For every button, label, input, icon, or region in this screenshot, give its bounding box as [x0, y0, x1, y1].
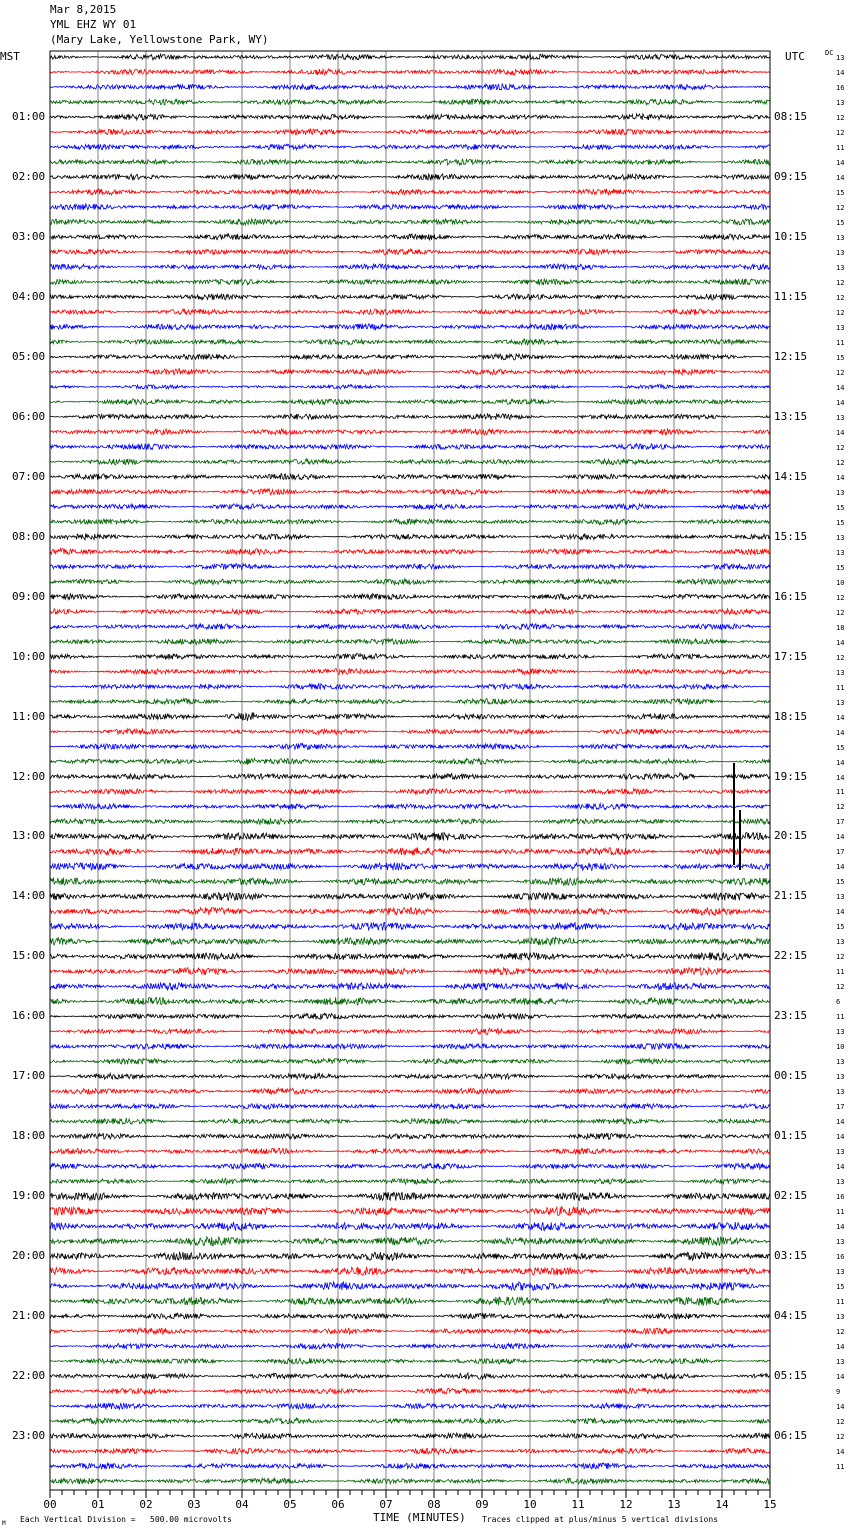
seismic-trace — [50, 1358, 770, 1364]
dc-offset-label: 11 — [836, 143, 845, 152]
seismic-trace — [50, 1192, 770, 1200]
right-timezone-label: UTC — [785, 50, 805, 63]
dc-offset-label: 12 — [836, 128, 845, 137]
seismic-trace — [50, 579, 770, 585]
dc-offset-label: 15 — [836, 188, 845, 197]
dc-offset-label: 14 — [836, 398, 845, 407]
seismic-trace — [50, 324, 770, 330]
seismic-trace — [50, 474, 770, 480]
dc-offset-label: 14 — [836, 1448, 845, 1457]
right-hour-label: 01:15 — [774, 1129, 808, 1143]
x-tick-label: 00 — [43, 1498, 57, 1511]
right-hour-label: 13:15 — [774, 409, 808, 423]
x-tick-label: 09 — [475, 1498, 489, 1511]
x-tick-label: 14 — [715, 1498, 729, 1511]
dc-offset-label: 16 — [836, 83, 845, 92]
right-hour-label: 09:15 — [774, 169, 808, 183]
right-hour-label: 06:15 — [774, 1429, 808, 1443]
scale-note: Each Vertical Division = 500.00 microvolts — [20, 1515, 232, 1524]
seismic-trace — [50, 564, 770, 570]
seismic-trace — [50, 1267, 770, 1276]
x-tick-label: 07 — [379, 1498, 393, 1511]
dc-offset-label: 14 — [836, 1118, 845, 1127]
dc-offset-label: 13 — [836, 1238, 845, 1247]
seismic-trace — [50, 399, 770, 405]
left-hour-label: 23:00 — [12, 1429, 46, 1443]
dc-offset-label: 12 — [836, 278, 845, 287]
x-tick-label: 10 — [523, 1498, 537, 1511]
dc-offset-label: 13 — [836, 1178, 845, 1187]
seismic-trace — [50, 144, 770, 150]
seismic-trace — [50, 1313, 770, 1319]
seismic-trace — [50, 1163, 770, 1169]
seismic-trace — [50, 997, 770, 1005]
seismic-trace — [50, 444, 770, 450]
seismic-trace — [50, 69, 770, 75]
left-hour-label: 06:00 — [12, 409, 46, 423]
dc-offset-label: 14 — [836, 173, 845, 182]
seismic-trace — [50, 534, 770, 540]
left-hour-label: 10:00 — [12, 649, 46, 663]
left-hour-label: 01:00 — [12, 109, 46, 123]
seismic-trace — [50, 429, 770, 435]
seismic-trace — [50, 832, 770, 840]
dc-offset-label: 13 — [836, 1088, 845, 1097]
right-hour-label: 22:15 — [774, 949, 808, 963]
dc-offset-label: 12 — [836, 443, 845, 452]
seismic-trace — [50, 414, 770, 420]
corner-mark: M — [2, 1520, 6, 1527]
left-hour-label: 09:00 — [12, 589, 46, 603]
dc-offset-label: 14 — [836, 638, 845, 647]
seismic-trace — [50, 189, 770, 195]
dc-offset-label: 14 — [836, 428, 845, 437]
dc-offset-label: 12 — [836, 608, 845, 617]
x-tick-label: 08 — [427, 1498, 441, 1511]
dc-offset-label: 12 — [836, 458, 845, 467]
dc-offset-label: 14 — [836, 773, 845, 782]
dc-offset-label: 13 — [836, 488, 845, 497]
seismic-trace — [50, 234, 770, 240]
dc-offset-label: 11 — [836, 1013, 845, 1022]
seismic-trace — [50, 804, 770, 810]
seismic-trace — [50, 699, 770, 705]
dc-offset-label: 17 — [836, 818, 845, 827]
seismic-trace — [50, 354, 770, 360]
seismic-trace — [50, 1297, 770, 1306]
seismic-trace — [50, 639, 770, 645]
x-tick-label: 04 — [235, 1498, 249, 1511]
x-tick-label: 12 — [619, 1498, 633, 1511]
dc-offset-label: 13 — [836, 1028, 845, 1037]
dc-offset-label: 13 — [836, 263, 845, 272]
seismic-trace — [50, 684, 770, 690]
seismic-trace — [50, 99, 770, 105]
dc-offset-label: 14 — [836, 713, 845, 722]
left-hour-label: 03:00 — [12, 229, 46, 243]
dc-offset-label: 16 — [836, 1193, 845, 1202]
dc-offset-label: 14 — [836, 68, 845, 77]
seismic-trace — [50, 459, 770, 465]
left-hour-label: 22:00 — [12, 1369, 46, 1383]
dc-offset-label: 15 — [836, 743, 845, 752]
left-hour-label: 15:00 — [12, 949, 46, 963]
seismic-trace — [50, 294, 770, 300]
right-hour-label: 17:15 — [774, 649, 808, 663]
dc-offset-label: 10 — [836, 1043, 845, 1052]
dc-offset-label: 17 — [836, 1103, 845, 1112]
right-hour-label: 10:15 — [774, 229, 808, 243]
seismic-trace — [50, 953, 770, 961]
seismic-trace — [50, 1058, 770, 1064]
dc-offset-label: 15 — [836, 878, 845, 887]
dc-offset-label: 9 — [836, 1388, 841, 1397]
dc-offset-label: 14 — [836, 833, 845, 842]
seismic-trace — [50, 84, 770, 90]
seismic-trace — [50, 983, 770, 991]
dc-offset-label: 12 — [836, 1328, 845, 1337]
dc-offset-label: 13 — [836, 233, 845, 242]
seismic-trace — [50, 489, 770, 495]
x-tick-label: 13 — [667, 1498, 681, 1511]
seismic-trace — [50, 1088, 770, 1094]
seismic-trace — [50, 729, 770, 735]
seismic-trace — [50, 758, 770, 765]
seismic-trace — [50, 1282, 770, 1291]
seismic-trace — [50, 1178, 770, 1184]
dc-offset-label: 13 — [836, 248, 845, 257]
dc-offset-label: 14 — [836, 1163, 845, 1172]
left-hour-label: 08:00 — [12, 529, 46, 543]
dc-offset-label: 10 — [836, 578, 845, 587]
seismic-trace — [50, 54, 770, 60]
dc-offset-label: 14 — [836, 1223, 845, 1232]
dc-offset-label: 13 — [836, 1148, 845, 1157]
seismic-trace — [50, 1073, 770, 1079]
seismic-trace — [50, 309, 770, 315]
seismic-trace — [50, 1448, 770, 1454]
x-tick-label: 15 — [763, 1498, 777, 1511]
seismic-trace — [50, 669, 770, 675]
dc-offset-label: 11 — [836, 968, 845, 977]
right-hour-label: 18:15 — [774, 709, 808, 723]
dc-offset-label: 14 — [836, 1133, 845, 1142]
seismic-trace — [50, 1222, 770, 1231]
dc-offset-label: 14 — [836, 1373, 845, 1382]
dc-offset-label: 13 — [836, 1358, 845, 1367]
dc-offset-label: 12 — [836, 308, 845, 317]
right-hour-label: 23:15 — [774, 1009, 808, 1023]
dc-offset-label: 11 — [836, 1208, 845, 1217]
seismic-trace — [50, 1013, 770, 1019]
x-tick-label: 11 — [571, 1498, 585, 1511]
seismic-trace — [50, 1207, 770, 1216]
dc-offset-label: 12 — [836, 653, 845, 662]
seismic-trace — [50, 174, 770, 180]
left-hour-label: 21:00 — [12, 1309, 46, 1323]
dc-offset-label: 12 — [836, 1433, 845, 1442]
dc-offset-label: 13 — [836, 698, 845, 707]
dc-offset-label: 12 — [836, 293, 845, 302]
dc-offset-label: 12 — [836, 983, 845, 992]
dc-offset-label: 14 — [836, 1343, 845, 1352]
dc-offset-label: 13 — [836, 413, 845, 422]
seismic-trace — [50, 1418, 770, 1424]
x-tick-label: 02 — [139, 1498, 153, 1511]
dc-offset-label: 15 — [836, 563, 845, 572]
dc-offset-label: 13 — [836, 1073, 845, 1082]
seismic-trace — [50, 1328, 770, 1334]
seismic-trace — [50, 609, 770, 615]
left-hour-label: 17:00 — [12, 1069, 46, 1083]
seismic-trace — [50, 743, 770, 749]
seismic-trace — [50, 129, 770, 135]
dc-offset-label: 11 — [836, 1463, 845, 1472]
dc-offset-label: 14 — [836, 158, 845, 167]
dc-offset-label: 11 — [836, 338, 845, 347]
dc-offset-label: 12 — [836, 368, 845, 377]
left-hour-label: 14:00 — [12, 889, 46, 903]
right-hour-label: 00:15 — [774, 1069, 808, 1083]
seismic-trace — [50, 1373, 770, 1379]
dc-offset-label: 14 — [836, 1403, 845, 1412]
seismic-trace — [50, 1463, 770, 1469]
left-hour-label: 02:00 — [12, 169, 46, 183]
dc-offset-label: 15 — [836, 518, 845, 527]
seismic-trace — [50, 114, 770, 120]
dc-offset-label: 12 — [836, 803, 845, 812]
left-hour-label: 19:00 — [12, 1189, 46, 1203]
left-hour-label: 07:00 — [12, 469, 46, 483]
right-hour-label: 16:15 — [774, 589, 808, 603]
dc-offset-label: 12 — [836, 593, 845, 602]
seismic-trace — [50, 967, 770, 975]
seismic-trace — [50, 1252, 770, 1260]
x-axis-title: TIME (MINUTES) — [373, 1511, 466, 1524]
right-hour-label: 04:15 — [774, 1309, 808, 1323]
left-hour-label: 04:00 — [12, 289, 46, 303]
seismic-trace — [50, 369, 770, 375]
seismic-trace — [50, 1118, 770, 1124]
seismic-trace — [50, 519, 770, 525]
left-hour-label: 05:00 — [12, 349, 46, 363]
dc-offset-label: 11 — [836, 1298, 845, 1307]
seismic-trace — [50, 1148, 770, 1154]
dc-offset-label: 13 — [836, 1268, 845, 1277]
dc-offset-label: 12 — [836, 953, 845, 962]
left-hour-label: 16:00 — [12, 1009, 46, 1023]
station-code: YML EHZ WY 01 — [50, 18, 137, 31]
seismic-trace — [50, 922, 770, 930]
left-hour-label: 18:00 — [12, 1129, 46, 1143]
seismic-trace — [50, 654, 770, 660]
dc-offset-label: 18 — [836, 623, 845, 632]
seismic-trace — [50, 863, 770, 871]
dc-offset-label: 13 — [836, 323, 845, 332]
dc-offset-label: 13 — [836, 548, 845, 557]
seismic-trace — [50, 773, 770, 780]
dc-offset-label: 13 — [836, 938, 845, 947]
seismic-trace — [50, 907, 770, 915]
dc-offset-label: 13 — [836, 893, 845, 902]
seismic-trace — [50, 339, 770, 345]
dc-offset-label: 13 — [836, 668, 845, 677]
seismic-trace — [50, 878, 770, 886]
dc-offset-label: 13 — [836, 533, 845, 542]
seismic-trace — [50, 789, 770, 795]
dc-offset-label: 14 — [836, 758, 845, 767]
dc-offset-label: 14 — [836, 908, 845, 917]
seismic-trace — [50, 893, 770, 901]
seismic-trace — [50, 204, 770, 210]
left-timezone-label: MST — [0, 50, 20, 63]
right-hour-label: 02:15 — [774, 1189, 808, 1203]
dc-offset-label: 14 — [836, 728, 845, 737]
right-hour-label: 20:15 — [774, 829, 808, 843]
dc-offset-label: 11 — [836, 788, 845, 797]
seismic-trace — [50, 279, 770, 285]
left-hour-label: 12:00 — [12, 769, 46, 783]
seismic-trace — [50, 1043, 770, 1049]
seismic-trace — [50, 549, 770, 555]
right-hour-label: 05:15 — [774, 1369, 808, 1383]
seismic-trace — [50, 504, 770, 510]
seismic-trace — [50, 159, 770, 165]
dc-offset-label: 12 — [836, 203, 845, 212]
x-tick-label: 05 — [283, 1498, 297, 1511]
dc-offset-header: DC — [825, 49, 834, 57]
seismic-trace — [50, 264, 770, 270]
dc-offset-label: 13 — [836, 1313, 845, 1322]
station-location: (Mary Lake, Yellowstone Park, WY) — [50, 33, 269, 46]
dc-offset-label: 12 — [836, 1418, 845, 1427]
seismic-trace — [50, 1028, 770, 1034]
right-hour-label: 08:15 — [774, 109, 808, 123]
seismic-trace — [50, 1403, 770, 1409]
dc-offset-label: 15 — [836, 1283, 845, 1292]
seismic-trace — [50, 847, 770, 855]
seismic-trace — [50, 1104, 770, 1110]
seismic-trace — [50, 818, 770, 824]
dc-offset-label: 6 — [836, 998, 841, 1007]
seismic-trace — [50, 249, 770, 255]
right-hour-label: 15:15 — [774, 529, 808, 543]
dc-offset-label: 16 — [836, 1253, 845, 1262]
dc-offset-label: 14 — [836, 383, 845, 392]
left-hour-label: 13:00 — [12, 829, 46, 843]
seismic-trace — [50, 219, 770, 225]
right-hour-label: 14:15 — [774, 469, 808, 483]
seismic-trace — [50, 712, 770, 720]
dc-offset-label: 12 — [836, 113, 845, 122]
seismic-trace — [50, 624, 770, 630]
seismic-trace — [50, 1388, 770, 1394]
seismic-trace — [50, 1133, 770, 1139]
chart-date: Mar 8,2015 — [50, 3, 117, 16]
right-hour-label: 12:15 — [774, 349, 808, 363]
right-hour-label: 03:15 — [774, 1249, 808, 1263]
seismic-trace — [50, 385, 770, 389]
right-hour-label: 19:15 — [774, 769, 808, 783]
seismic-trace — [50, 594, 770, 600]
dc-offset-label: 15 — [836, 503, 845, 512]
right-hour-label: 21:15 — [774, 889, 808, 903]
left-hour-label: 11:00 — [12, 709, 46, 723]
dc-offset-label: 15 — [836, 218, 845, 227]
dc-offset-label: 13 — [836, 1058, 845, 1067]
seismic-trace — [50, 1433, 770, 1439]
clip-note: Traces clipped at plus/minus 5 vertical divisions — [482, 1515, 719, 1524]
dc-offset-label: 13 — [836, 98, 845, 107]
dc-offset-label: 17 — [836, 848, 845, 857]
dc-offset-label: 14 — [836, 863, 845, 872]
dc-offset-label: 14 — [836, 473, 845, 482]
x-tick-label: 03 — [187, 1498, 201, 1511]
seismic-trace — [50, 937, 770, 945]
x-tick-label: 06 — [331, 1498, 345, 1511]
dc-offset-label: 13 — [836, 54, 845, 62]
dc-offset-label: 11 — [836, 683, 845, 692]
seismic-trace — [50, 1237, 770, 1246]
seismic-trace — [50, 1343, 770, 1349]
left-hour-label: 20:00 — [12, 1249, 46, 1263]
right-hour-label: 11:15 — [774, 289, 808, 303]
seismic-trace — [50, 1478, 770, 1484]
dc-offset-label: 15 — [836, 923, 845, 932]
x-tick-label: 01 — [91, 1498, 105, 1511]
dc-offset-label: 15 — [836, 353, 845, 362]
